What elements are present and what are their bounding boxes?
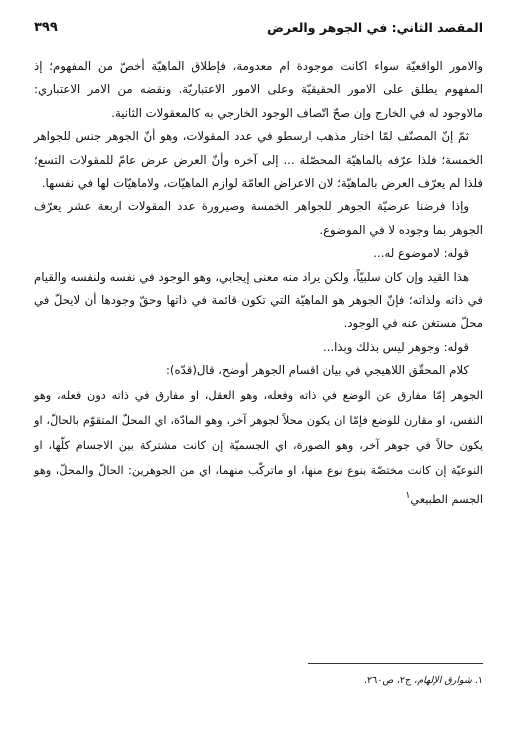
footnote-separator (308, 663, 483, 664)
quoted-phrase-heading: قوله: لاموضوع له... (373, 246, 469, 261)
main-text (34, 55, 483, 511)
page-number: ٣٩٩ (34, 19, 58, 35)
paragraph: هذا القيد وإن كان سلبيّاً، ولكن يراد منه معنى إيجابي، وهو الوجود في نفسه ولنفسه والقيام في ذاته ولذاته؛ فإنّ الجوهر هو الماهيّة التي تكون قائمة في ذاتها وحقّ وجودها أن لايحلّ في محلّ مستغن عنه في الوجود. (34, 269, 483, 331)
block-quote-text: الجوهر إمّا مفارق عن الوضع في ذاته وفعله، وهو العقل، او مفارق في ذاته دون فعله، وهو النفس، او مقارن للوضع فإمّا ان يكون محلاً لجوهر آخر، وهو المادّة، اي المحلّ المتقوّم بالحالّ، او يكون حالاً في جوهر آخر، وهو الصورة، اي الجسميّة إن كانت مشتركة بين الاجسام كلّها، او النوعيّة إن كانت مختصّة بنوع نوع منها، او ماتركّب منهما، اي من الجوهرين: الحالّ والمحلّ، وهو الجسم الطبيعي (34, 388, 483, 506)
paragraph: وإذا فرضنا عرضيّة الجوهر للجواهر الخمسة وصيرورة عدد المقولات اربعة عشر يعرّف الجوهر بما وجوده لا في الموضوع. (34, 199, 483, 237)
quoted-phrase-heading: قوله: وجوهر ليس بذلك وبذا... (323, 339, 469, 354)
block-quote (34, 383, 483, 512)
paragraph: والامور الواقعيّة سواء اكانت موجودة ام معدومة، فإطلاق الماهيّة أخصّ من المفهوم؛ إذ المفهوم يطلق على الامور الحقيقيّة وعلى الامور الاعتباريّة. ونقضه من الامر الاعتباري: مالاوجود له في الخارج وإن صحّ اتّصاف الوجود الخارجي به كالمعقولات الثانية. (34, 59, 483, 120)
footnote-source-title: شوارق الإلهام (417, 675, 472, 686)
footnote-reference: ١ (405, 489, 411, 501)
footnote-details: ، ج٢، ص٢٦٠. (363, 675, 418, 686)
paragraph: كلام المحقّق اللاهيجي في بيان اقسام الجوهر أوضح، قال(قدّه): (165, 363, 469, 378)
footnote (34, 673, 483, 689)
running-title: المقصد الثاني: في الجوهر والعرض (267, 19, 483, 35)
running-header (34, 14, 483, 40)
paragraph: ثمّ إنّ المصنّف لمّا اختار مذهب ارسطو في عدد المقولات، وهو أنّ الجوهر جنس للجواهر الخمسة؛ فلذا عرّفه بالماهيّة المحصّلة ... إلى آخره وأنّ العرض عرض عامّ للمقولات التسع؛ فلذا لم يعرّف العرض بالماهيّة؛ لان الاعراض العامّة لوازم الماهيّات، ولاماهيّات لها في نفسها. (34, 129, 483, 191)
footnote-number: ١. (474, 675, 483, 686)
